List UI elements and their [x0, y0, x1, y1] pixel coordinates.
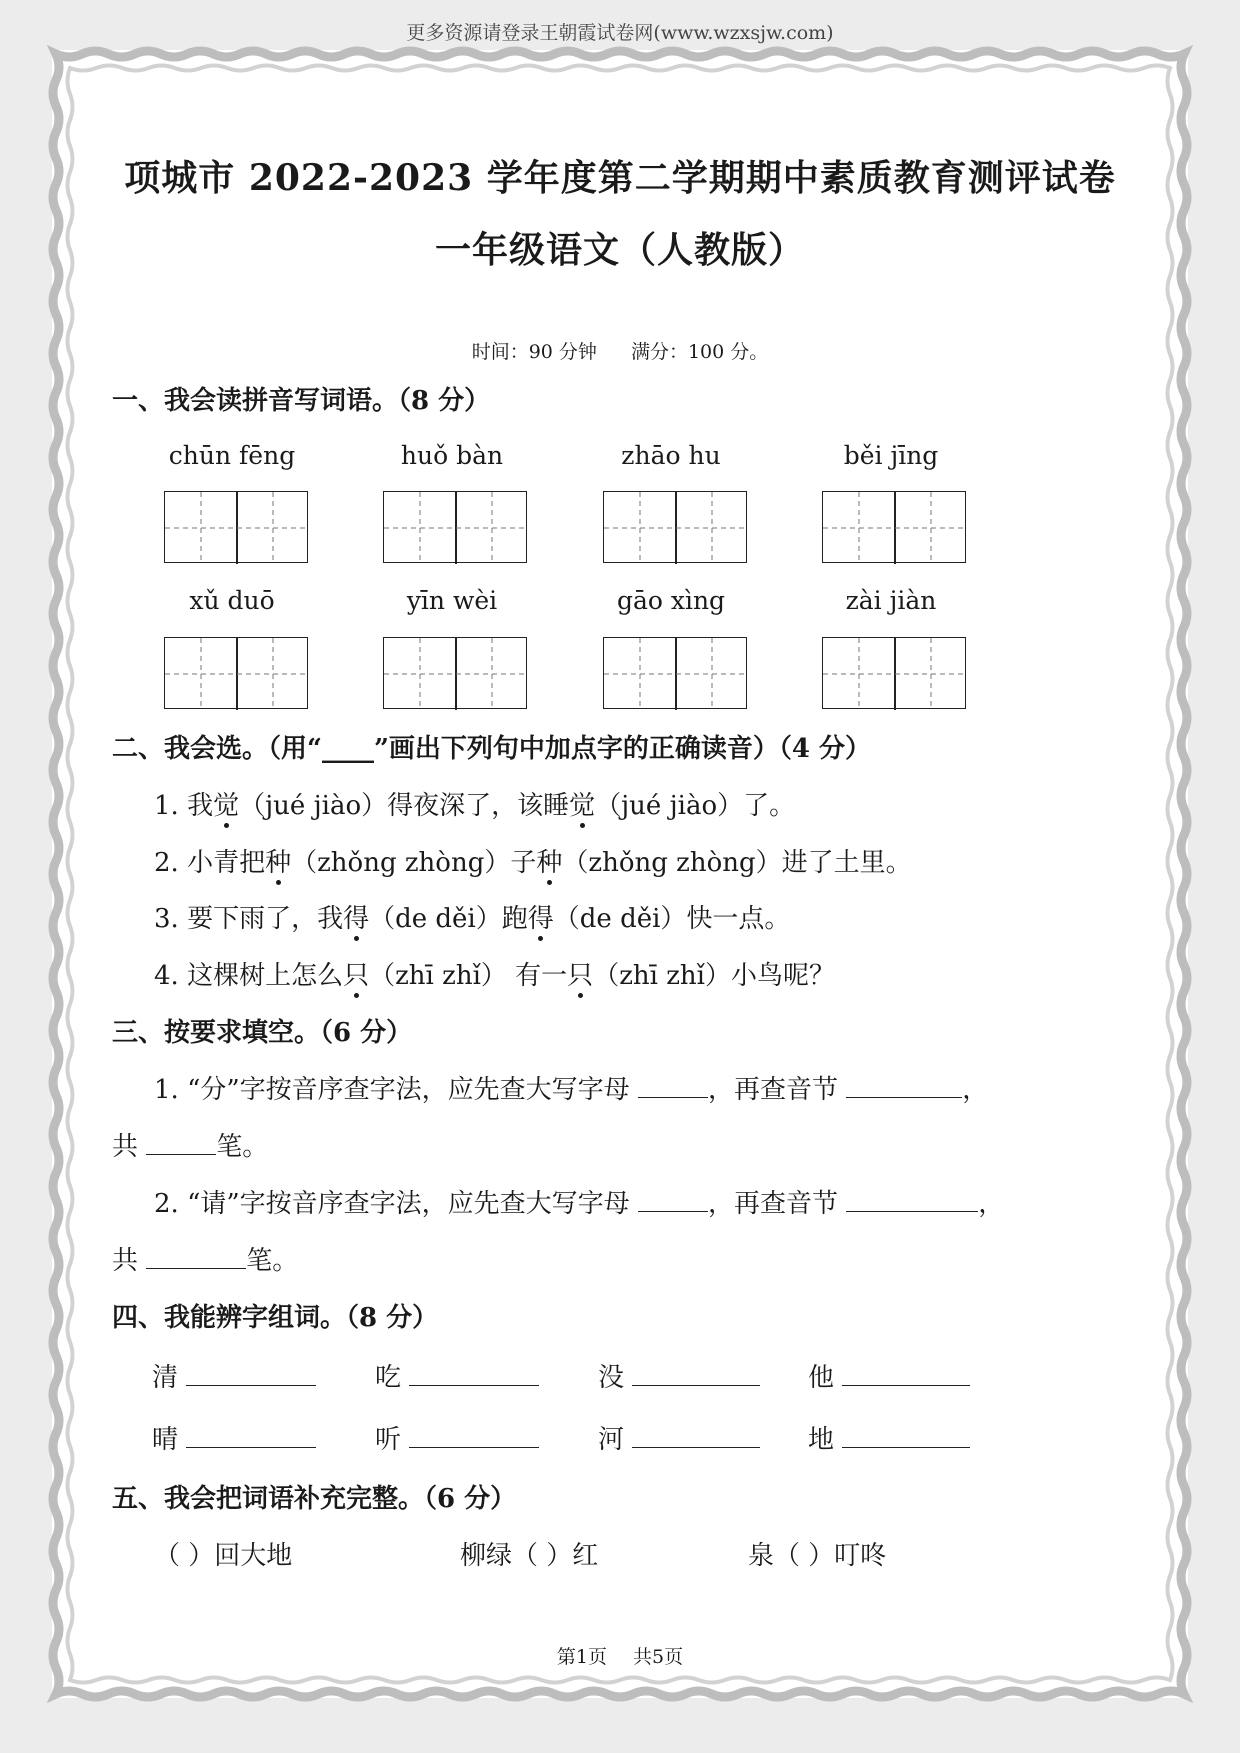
choice-text[interactable]: （jué jiào）了。	[595, 791, 796, 821]
pinyin-7: gāo xìng	[616, 586, 726, 615]
text: 笔。	[246, 1246, 299, 1276]
char-4	[808, 1357, 970, 1394]
writing-grid-6[interactable]	[383, 637, 527, 709]
exam-subtitle: 一年级语文（人教版）	[434, 229, 805, 271]
text: “分”字按音序查字法，应先查大写字母	[187, 1075, 630, 1105]
choice-text[interactable]: （zhǒng zhòng）子	[291, 848, 537, 878]
char-3	[598, 1357, 760, 1394]
section-5-heading: 五、我会把词语补充完整。（6 分）	[112, 1484, 517, 1514]
text: 共	[112, 1132, 139, 1162]
char-label: 没	[598, 1363, 625, 1393]
page-total: 共5页	[633, 1646, 684, 1668]
char-8	[808, 1419, 970, 1456]
writing-grid-2[interactable]	[383, 491, 527, 563]
writing-grid-7[interactable]	[603, 637, 747, 709]
question-2-3	[154, 898, 790, 935]
char-label: 晴	[152, 1425, 179, 1455]
text: ，	[978, 1189, 1005, 1219]
writing-grid-3[interactable]	[603, 491, 747, 563]
answer-blank[interactable]	[638, 1185, 708, 1212]
char-label: 吃	[375, 1363, 402, 1393]
question-2-1	[154, 785, 795, 822]
word-blank[interactable]	[842, 1421, 970, 1448]
dotted-char: 觉	[569, 791, 596, 821]
pinyin-5: xǔ duō	[189, 586, 275, 615]
char-label: 河	[598, 1425, 625, 1455]
choice-text[interactable]: （zhī zhǐ） 有一	[369, 961, 568, 991]
time-limit: 时间：90 分钟	[471, 341, 597, 363]
item-number: 2.	[154, 1189, 179, 1219]
question-3-1	[154, 1069, 988, 1106]
answer-blank[interactable]	[846, 1071, 962, 1098]
char-6	[375, 1419, 539, 1456]
answer-blank[interactable]	[146, 1128, 216, 1155]
text: 这棵树上怎么	[187, 961, 344, 991]
choice-text[interactable]: （de děi）快一点。	[553, 904, 791, 934]
choice-text[interactable]: （zhī zhǐ）小鸟呢？	[593, 961, 835, 991]
dotted-char: 得	[343, 904, 370, 934]
choice-text[interactable]: （jué jiào）得夜深了，该睡	[239, 791, 570, 821]
text: ，	[962, 1075, 989, 1105]
choice-text[interactable]: （de děi）跑	[369, 904, 528, 934]
section-3-heading: 三、按要求填空。（6 分）	[112, 1018, 413, 1048]
writing-grid-8[interactable]	[822, 637, 966, 709]
dotted-char: 种	[265, 848, 292, 878]
text: “请”字按音序查字法，应先查大写字母	[187, 1189, 630, 1219]
item-number: 1.	[154, 791, 179, 821]
idiom-2[interactable]: 柳绿（ ）红	[460, 1541, 599, 1571]
question-3-1-cont	[112, 1126, 268, 1163]
text: 共	[112, 1246, 139, 1276]
answer-blank[interactable]	[846, 1185, 978, 1212]
word-blank[interactable]	[409, 1421, 539, 1448]
pinyin-6: yīn wèi	[406, 586, 498, 615]
watermark: 更多资源请登录王朝霞试卷网(www.wzxsjw.com)	[406, 22, 834, 44]
char-label: 他	[808, 1363, 835, 1393]
dotted-char: 只	[343, 961, 370, 991]
text: ，再查音节	[707, 1189, 838, 1219]
char-label: 清	[152, 1363, 179, 1393]
text: 要下雨了，我	[187, 904, 344, 934]
answer-blank[interactable]	[638, 1071, 708, 1098]
page-number: 第1页	[556, 1646, 607, 1668]
question-3-2	[154, 1183, 1004, 1220]
question-2-4	[154, 955, 835, 992]
answer-blank[interactable]	[146, 1242, 246, 1269]
exam-title: 项城市 2022-2023 学年度第二学期期中素质教育测评试卷	[124, 157, 1116, 199]
writing-grid-5[interactable]	[164, 637, 308, 709]
page-footer	[0, 1642, 1240, 1669]
dotted-char: 得	[527, 904, 554, 934]
item-number: 4.	[154, 961, 179, 991]
pinyin-2: huǒ bàn	[400, 441, 504, 470]
section-2-heading: 二、我会选。（用“____”画出下列句中加点字的正确读音）（4 分）	[112, 734, 872, 764]
exam-meta	[0, 337, 1240, 364]
word-blank[interactable]	[186, 1421, 316, 1448]
writing-grid-1[interactable]	[164, 491, 308, 563]
question-2-2	[154, 842, 912, 879]
text: 笔。	[216, 1132, 269, 1162]
char-1	[152, 1357, 316, 1394]
dotted-char: 觉	[213, 791, 240, 821]
choice-text[interactable]: （zhǒng zhòng）进了土里。	[562, 848, 912, 878]
question-3-2-cont	[112, 1240, 298, 1277]
word-blank[interactable]	[632, 1421, 760, 1448]
idiom-1[interactable]: （ ）回大地	[154, 1541, 293, 1571]
full-score: 满分：100 分。	[630, 341, 769, 363]
section-4-heading: 四、我能辨字组词。（8 分）	[112, 1303, 439, 1333]
dotted-char: 只	[567, 961, 594, 991]
word-blank[interactable]	[632, 1359, 760, 1386]
char-2	[375, 1357, 539, 1394]
word-blank[interactable]	[842, 1359, 970, 1386]
item-number: 2.	[154, 848, 179, 878]
pinyin-4: běi jīng	[843, 441, 939, 470]
char-7	[598, 1419, 760, 1456]
text: 我	[187, 791, 214, 821]
pinyin-1: chūn fēng	[168, 441, 296, 470]
pinyin-8: zài jiàn	[845, 586, 937, 615]
text: 小青把	[187, 848, 266, 878]
item-number: 1.	[154, 1075, 179, 1105]
section-1-heading: 一、我会读拼音写词语。（8 分）	[112, 386, 491, 416]
item-number: 3.	[154, 904, 179, 934]
writing-grid-4[interactable]	[822, 491, 966, 563]
idiom-3[interactable]: 泉（ ）叮咚	[748, 1541, 887, 1571]
word-blank[interactable]	[409, 1359, 539, 1386]
text: ，再查音节	[707, 1075, 838, 1105]
char-label: 听	[375, 1425, 402, 1455]
char-label: 地	[808, 1425, 835, 1455]
pinyin-3: zhāo hu	[621, 441, 721, 470]
char-5	[152, 1419, 316, 1456]
dotted-char: 种	[536, 848, 563, 878]
word-blank[interactable]	[186, 1359, 316, 1386]
